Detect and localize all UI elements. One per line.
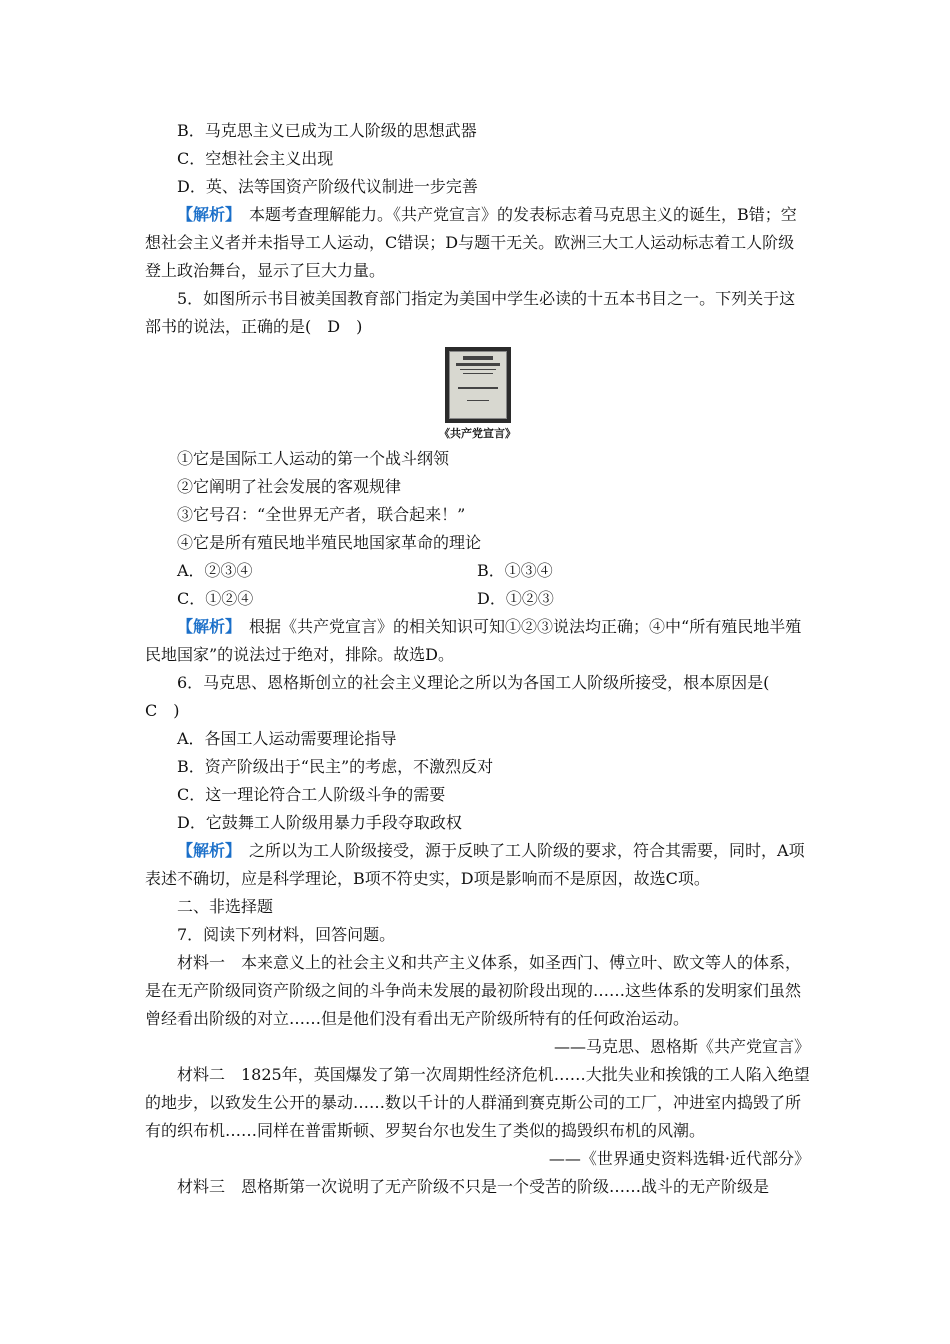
- q4-option-b: B．马克思主义已成为工人阶级的思想武器: [177, 121, 477, 140]
- q7-material-2-source: ——《世界通史资料选辑·近代部分》: [548, 1149, 810, 1168]
- q5-option-b: B．①③④: [477, 561, 553, 580]
- q6-stem: 6．马克思、恩格斯创立的社会主义理论之所以为各国工人阶级所接受，根本原因是( C ): [145, 673, 786, 720]
- q4-analysis-text: 本题考查理解能力。《共产党宣言》的发表标志着马克思主义的诞生，B错；空想社会主义者并未指导工人运动，C错误；D与题干无关。欧洲三大工人运动标志着工人阶级登上政治舞台，显示了巨大力量。: [145, 205, 797, 280]
- q6-analysis-text: 之所以为工人阶级接受，源于反映了工人阶级的要求，符合其需要，同时，A项表述不确切，应是科学理论，B项不符史实，D项是影响而不是原因，故选C项。: [145, 841, 805, 888]
- q7-material-1: 材料一 本来意义上的社会主义和共产主义体系，如圣西门、傅立叶、欧文等人的体系，是在无产阶级同资产阶级之间的斗争尚未发展的最初阶段出现的……这些体系的发明家们虽然曾经看出阶级的对立……但是他们没有看出无产阶级所特有的任何政治运动。: [145, 953, 802, 1028]
- analysis-tag: 【解析】: [177, 205, 234, 224]
- q5-item-3: ③它号召：“全世界无产者，联合起来！”: [177, 505, 466, 524]
- q4-option-c: C．空想社会主义出现: [177, 149, 334, 168]
- q7-material-1-source: ——马克思、恩格斯《共产党宣言》: [553, 1037, 810, 1056]
- q6-option-a: A．各国工人运动需要理论指导: [177, 729, 397, 748]
- analysis-tag: 【解析】: [177, 617, 234, 636]
- q7-stem: 7．阅读下列材料，回答问题。: [177, 925, 396, 944]
- q7-material-3: 材料三 恩格斯第一次说明了无产阶级不只是一个受苦的阶级……战斗的无产阶级是: [177, 1177, 770, 1196]
- q6-analysis: [145, 837, 810, 893]
- q5-option-d: D．①②③: [477, 589, 554, 608]
- q4-analysis: [145, 201, 810, 285]
- q6-option-b: B．资产阶级出于“民主”的考虑，不激烈反对: [177, 757, 494, 776]
- document-page: [145, 117, 810, 1201]
- q5-item-4: ④它是所有殖民地半殖民地国家革命的理论: [177, 533, 482, 552]
- q5-option-c: C．①②④: [177, 589, 254, 608]
- q5-item-2: ②它阐明了社会发展的客观规律: [177, 477, 402, 496]
- q5-item-1: ①它是国际工人运动的第一个战斗纲领: [177, 449, 450, 468]
- q5-analysis-text: 根据《共产党宣言》的相关知识可知①②③说法均正确；④中“所有殖民地半殖民地国家”的说法过于绝对，排除。故选D。: [145, 617, 802, 664]
- q5-options-row-2: [145, 585, 810, 613]
- q5-option-a: A．②③④: [177, 561, 253, 580]
- book-figure: [145, 347, 810, 441]
- section-heading: 二、非选择题: [177, 897, 274, 916]
- q7-material-2: 材料二 1825年，英国爆发了第一次周期性经济危机……大批失业和挨饿的工人陷入绝望的地步，以致发生公开的暴动……数以千计的人群涌到赛克斯公司的工厂，冲进室内捣毁了所有的织布机……同样在普雷斯顿、罗契台尔也发生了类似的捣毁织布机的风潮。: [145, 1065, 810, 1140]
- figure-caption: 《共产党宣言》: [439, 427, 516, 440]
- book-cover-image: [445, 347, 511, 423]
- q5-options-row-1: [145, 557, 810, 585]
- analysis-tag: 【解析】: [177, 841, 234, 860]
- q6-option-c: C．这一理论符合工人阶级斗争的需要: [177, 785, 446, 804]
- q5-stem: 5．如图所示书目被美国教育部门指定为美国中学生必读的十五本书目之一。下列关于这部书的说法，正确的是( D ): [145, 289, 796, 336]
- q6-option-d: D．它鼓舞工人阶级用暴力手段夺取政权: [177, 813, 462, 832]
- q5-analysis: [145, 613, 810, 669]
- q4-option-d: D．英、法等国资产阶级代议制进一步完善: [177, 177, 478, 196]
